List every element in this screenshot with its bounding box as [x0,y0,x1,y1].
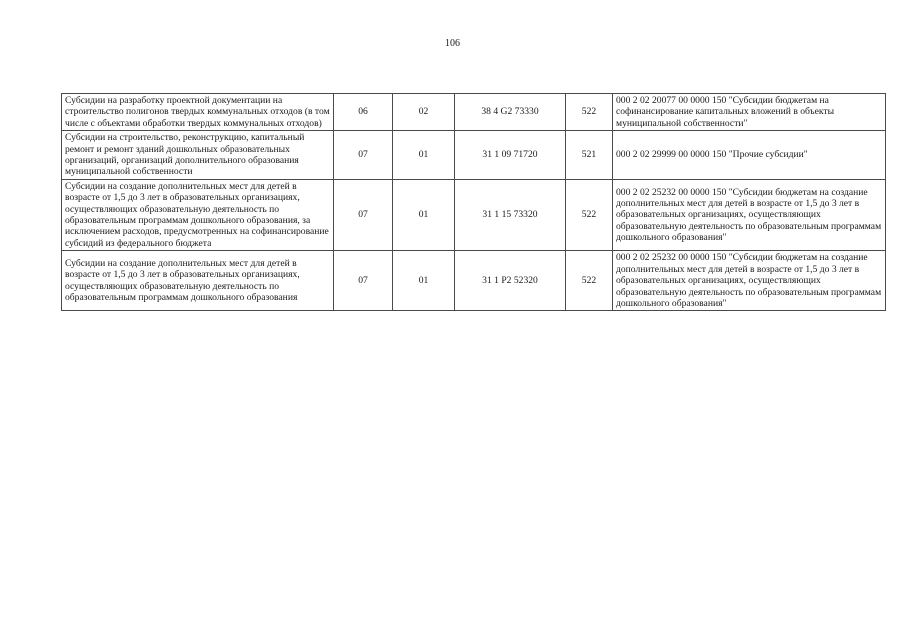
row-expense-type: 521 [566,131,613,180]
row-target-article: 31 1 15 73320 [455,179,566,250]
row-target-article: 31 1 P2 52320 [455,251,566,311]
row-revenue-code: 000 2 02 25232 00 0000 150 "Субсидии бюджетам на создание дополнительных мест для детей в возрасте от 1,5 до 3 лет в образовательных организациях, осуществляющих образовательную деятельность по образовательным программам дошкольного образования" [613,179,886,250]
row-subsection: 01 [393,251,455,311]
row-target-article: 31 1 09 71720 [455,131,566,180]
table-row [62,131,886,180]
row-section: 06 [334,94,393,131]
page-number: 106 [445,38,460,49]
table-row [62,179,886,250]
row-subsection: 02 [393,94,455,131]
row-revenue-code: 000 2 02 20077 00 0000 150 "Субсидии бюджетам на софинансирование капитальных вложений в объекты муниципальной собственности" [613,94,886,131]
row-description: Субсидии на создание дополнительных мест для детей в возрасте от 1,5 до 3 лет в образовательных организациях, осуществляющих образовательную деятельность по образовательным программам дошкольного образования [62,251,334,311]
row-expense-type: 522 [566,94,613,131]
row-revenue-code: 000 2 02 29999 00 0000 150 "Прочие субсидии" [613,131,886,180]
row-section: 07 [334,251,393,311]
table-row [62,94,886,131]
table-row [62,251,886,311]
row-description: Субсидии на разработку проектной документации на строительство полигонов твердых коммунальных отходов (в том числе с объектами обработки твердых коммунальных отходов) [62,94,334,131]
row-section: 07 [334,131,393,180]
row-section: 07 [334,179,393,250]
row-subsection: 01 [393,179,455,250]
row-target-article: 38 4 G2 73330 [455,94,566,131]
budget-table [61,93,886,311]
row-description: Субсидии на строительство, реконструкцию, капитальный ремонт и ремонт зданий дошкольных образовательных организаций, организаций дополнительного образования муниципальной собственности [62,131,334,180]
row-expense-type: 522 [566,179,613,250]
row-expense-type: 522 [566,251,613,311]
row-revenue-code: 000 2 02 25232 00 0000 150 "Субсидии бюджетам на создание дополнительных мест для детей в возрасте от 1,5 до 3 лет в образовательных организациях, осуществляющих образовательную деятельность по образовательным программам дошкольного образования" [613,251,886,311]
row-description: Субсидии на создание дополнительных мест для детей в возрасте от 1,5 до 3 лет в образовательных организациях, осуществляющих образовательную деятельность по образовательным программам дошкольного образования, за исключением расходов, предусмотренных на софинансирование субсидий из федерального бюджета [62,179,334,250]
row-subsection: 01 [393,131,455,180]
